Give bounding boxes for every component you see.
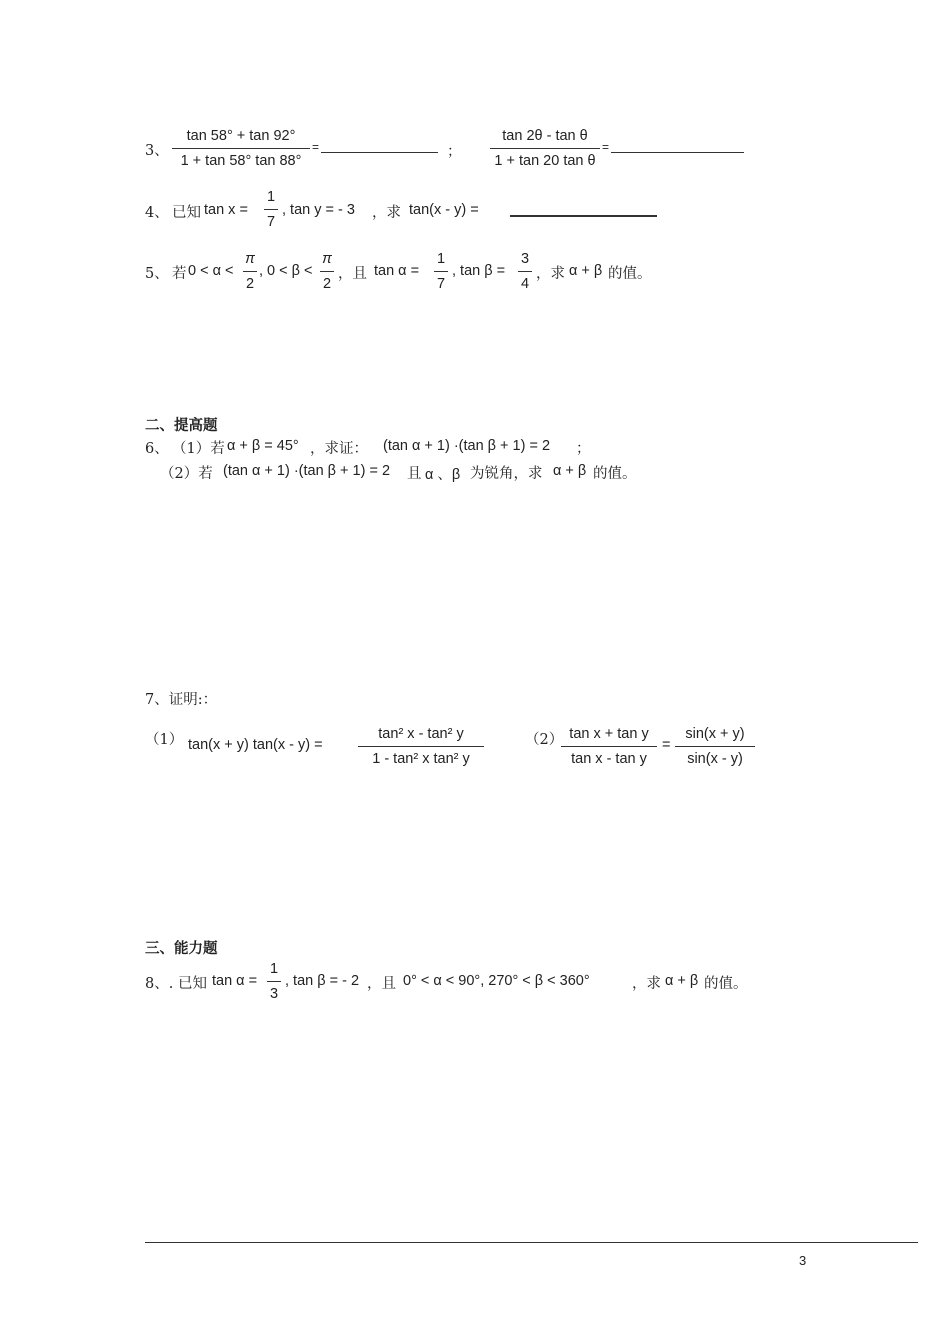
q3-answer-blank-1[interactable] [321, 152, 438, 153]
q8-frac-denominator: 3 [269, 986, 279, 1002]
q8-frac-numerator: 1 [269, 961, 279, 977]
q7-part1-numerator: tan² x - tan² y [378, 726, 464, 742]
q8-fraction [267, 960, 281, 1003]
fraction-bar [358, 746, 484, 747]
q5-beta-denominator: 4 [520, 276, 530, 292]
q7-heading: 7、证明:： [145, 692, 218, 708]
q7-part1-lhs: tan(x + y) tan(x - y) = [188, 737, 323, 753]
fraction-bar [320, 271, 334, 272]
q6-part1-prove-text: ，求证： [310, 441, 368, 457]
fraction-bar [264, 209, 278, 210]
q3-number: 3、 [145, 143, 169, 159]
q4-lead-text: 已知 [172, 205, 201, 221]
q4-fraction [264, 188, 278, 231]
q4-frac-numerator: 1 [266, 189, 276, 205]
q5-tail-text: 的值。 [608, 266, 652, 282]
q3-frac1-numerator: tan 58° + tan 92° [186, 128, 296, 144]
q7-part2-equals: = [662, 737, 671, 753]
fraction-bar [561, 746, 657, 747]
q5-pi-denominator: 2 [245, 276, 255, 292]
q7-part2-label: （2） [525, 732, 564, 748]
q4-expr-tany: , tan y = - 3 [282, 202, 355, 218]
fraction-bar [490, 148, 600, 149]
q7-part2-fraction-left [561, 725, 657, 768]
footer-rule [145, 1242, 918, 1243]
q5-pi-over-2-a [243, 250, 257, 293]
q6-part2-tail: 的值。 [593, 466, 637, 482]
q3-separator: ； [447, 144, 462, 160]
q4-ask-text: ，求 [372, 205, 401, 221]
q7-part2-denominator-right: sin(x - y) [687, 751, 743, 767]
q5-pi-over-2-b [320, 250, 334, 293]
q4-number: 4、 [145, 205, 169, 221]
q6-part1-statement: (tan α + 1) ·(tan β + 1) = 2 [383, 438, 551, 454]
q6-part1-end: ； [576, 441, 591, 457]
page-number: 3 [799, 1253, 807, 1268]
q3-equals-2: = [602, 140, 610, 154]
q6-part2-acute-text: 为锐角，求 [470, 466, 543, 482]
section-2-heading: 二、提高题 [145, 418, 218, 434]
q7-part2-numerator-right: sin(x + y) [685, 726, 745, 742]
q6-part2-alpha-plus-beta: α + β [553, 463, 587, 479]
q7-part2-numerator: tan x + tan y [569, 726, 649, 742]
q7-part2-fraction-right [675, 725, 755, 768]
q8-lead-text: 8、. 已知 [145, 976, 207, 992]
q6-part2-vars: α 、β [425, 467, 461, 483]
q7-part1-denominator: 1 - tan² x tan² y [372, 751, 470, 767]
section-3-heading: 三、能力题 [145, 941, 218, 957]
fraction-bar [518, 271, 532, 272]
q4-answer-blank[interactable] [510, 215, 657, 217]
q5-alpha-numerator: 1 [436, 251, 446, 267]
q8-tail-text: 的值。 [704, 976, 748, 992]
q8-and-text: ，且 [367, 976, 396, 992]
q6-part2-condition: (tan α + 1) ·(tan β + 1) = 2 [223, 463, 391, 479]
q5-lead-text: 若 [172, 266, 187, 282]
fraction-bar [675, 746, 755, 747]
q8-tan-beta: , tan β = - 2 [285, 973, 360, 989]
q3-fraction-1 [172, 127, 310, 170]
fraction-bar [243, 271, 257, 272]
q4-expr-tan-diff: tan(x - y) = [409, 202, 479, 218]
q5-alpha-plus-beta: α + β [569, 263, 603, 279]
q6-part2-and: 且 [407, 466, 422, 482]
q3-answer-blank-2[interactable] [611, 152, 744, 153]
fraction-bar [434, 271, 448, 272]
q5-ask-text: ，求 [536, 266, 565, 282]
q5-pi2-numerator: π [322, 251, 332, 267]
fraction-bar [267, 981, 281, 982]
q8-ask-text: ，求 [632, 976, 661, 992]
q3-fraction-2 [490, 127, 600, 170]
q3-frac2-numerator: tan 2θ - tan θ [502, 128, 588, 144]
q3-frac2-denominator: 1 + tan 20 tan θ [494, 153, 596, 169]
q5-pi-numerator: π [245, 251, 255, 267]
q5-beta-numerator: 3 [520, 251, 530, 267]
q6-part1-condition: α + β = 45° [227, 438, 299, 454]
q5-and-text: ，且 [338, 266, 367, 282]
q5-tan-alpha: tan α = [374, 263, 420, 279]
q5-alpha-range: 0 < α < [188, 263, 234, 279]
q3-equals-1: = [312, 140, 320, 154]
q3-frac1-denominator: 1 + tan 58° tan 88° [180, 153, 302, 169]
q5-alpha-fraction [434, 250, 448, 293]
fraction-bar [172, 148, 310, 149]
q8-alpha-plus-beta: α + β [665, 973, 699, 989]
q7-part1-label: （1） [145, 732, 184, 748]
q5-beta-range: , 0 < β < [259, 263, 313, 279]
q7-part2-denominator: tan x - tan y [571, 751, 647, 767]
q6-part2-label: （2）若 [160, 466, 213, 482]
q4-expr-tanx: tan x = [204, 202, 248, 218]
q5-alpha-denominator: 7 [436, 276, 446, 292]
q5-tan-beta: , tan β = [452, 263, 506, 279]
q5-number: 5、 [145, 266, 169, 282]
q5-pi2-denominator: 2 [322, 276, 332, 292]
q6-part1-label: （1）若 [172, 441, 225, 457]
q5-beta-fraction [518, 250, 532, 293]
q4-frac-denominator: 7 [266, 214, 276, 230]
q6-number: 6、 [145, 441, 169, 457]
q8-angle-ranges: 0° < α < 90°, 270° < β < 360° [403, 973, 590, 989]
q8-tan-alpha: tan α = [212, 973, 258, 989]
q7-part1-fraction [358, 725, 484, 768]
